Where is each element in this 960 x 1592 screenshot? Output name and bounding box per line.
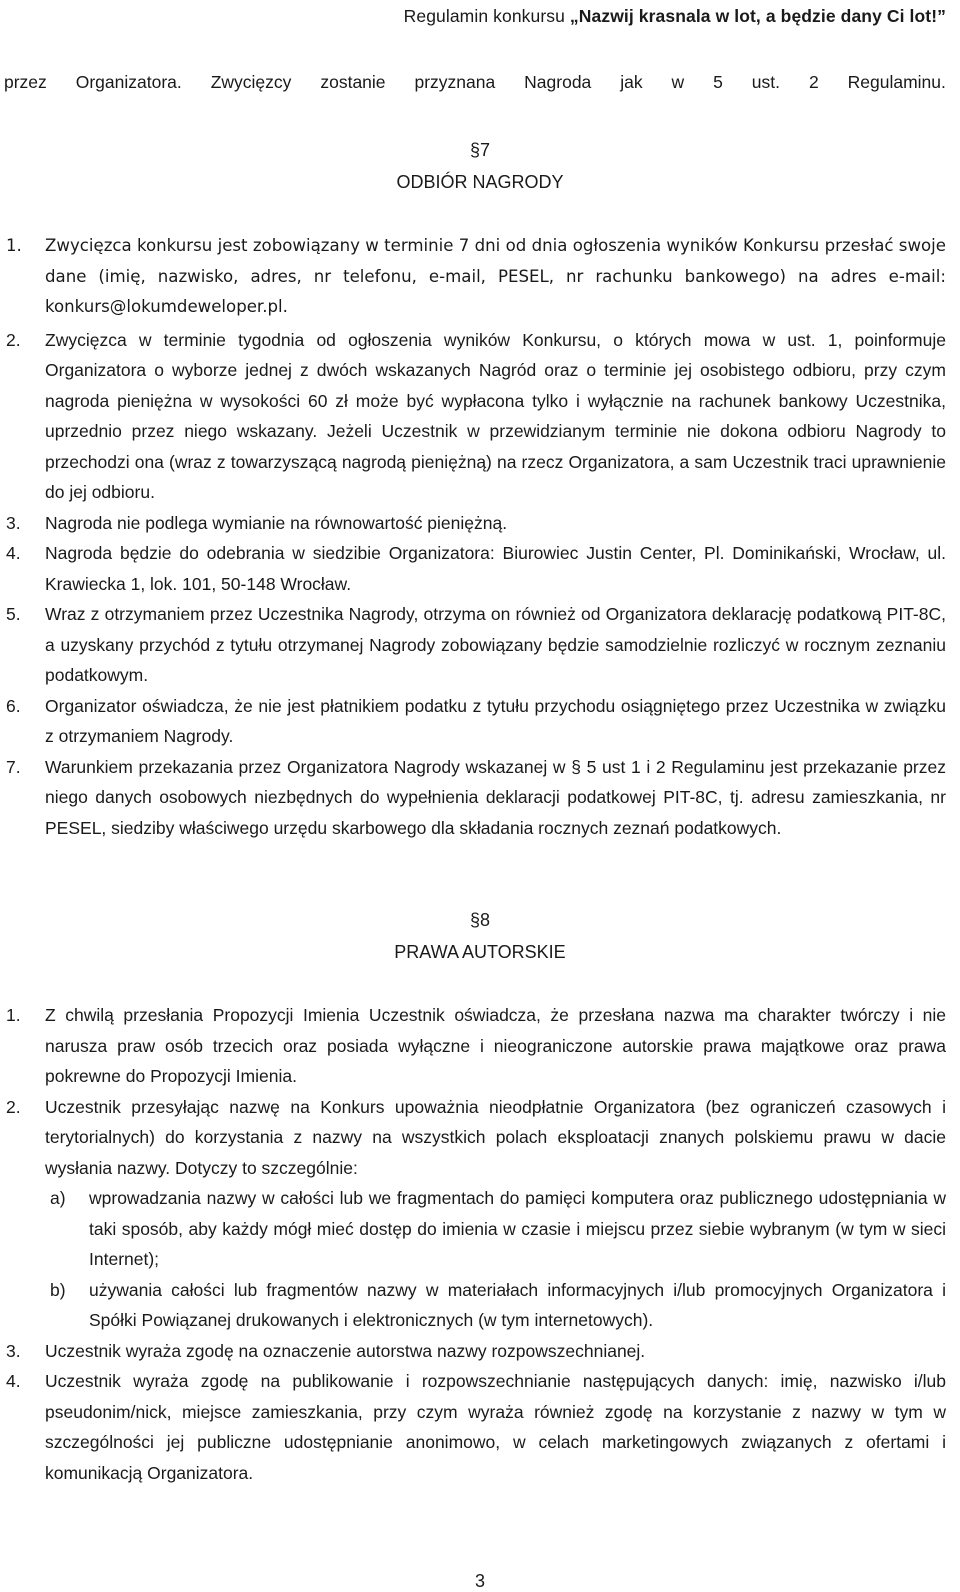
word: Nagroda — [524, 72, 592, 92]
item-number: 4. — [6, 1371, 21, 1391]
item-text: Zwycięzca konkursu jest zobowiązany w terminie 7 dni od dnia ogłoszenia wyników Konkursu przesłać swoje dane (imię, nazwisko, adres, nr telefonu, e-mail, PESEL, nr rachunku bankowego) na adres e-mail: konkurs@lokumdeweloper.pl. — [45, 236, 946, 316]
section-7-list — [0, 231, 960, 843]
item-text: Zwycięzca w terminie tygodnia od ogłoszenia wyników Konkursu, o których mowa w ust. 1, poinformuje Organizatora o wyborze jednej z dwóch wskazanych Nagród oraz o terminie jej osobistego odbioru, przy czym nagroda pieniężna w wysokości 60 zł może być wypłacona tylko i wyłącznie na rachunek bankowy Uczestnika, uprzednio przez niego wskazany. Jeżeli Uczestnik w przewidzianym terminie nie dokona odbioru Nagrody to przechodzi ona (wraz z towarzyszącą nagrodą pieniężną) na rzecz Organizatora, a sam Uczestnik traci uprawnienie do jej odbioru. — [45, 329, 946, 502]
list-item — [0, 1336, 960, 1367]
sub-list-item — [0, 1275, 960, 1336]
word: Zwycięzcy — [210, 72, 292, 92]
item-text: Warunkiem przekazania przez Organizatora Nagrody wskazanej w § 5 ust 1 i 2 Regulaminu jest przekazanie przez niego danych osobowych niezbędnych do wypełnienia deklaracji podatkowej PIT-8C, tj. adresu zamieszkania, nr PESEL, siedziby właściwego urzędu skarbowego dla składania rocznych zeznań podatkowych. — [45, 756, 946, 838]
item-number: 5. — [6, 604, 21, 624]
section-8-list — [0, 1000, 960, 1488]
list-item — [0, 538, 960, 599]
word: Regulaminu. — [847, 72, 946, 92]
sub-item-text: wprowadzania nazwy w całości lub we fragmentach do pamięci komputera oraz publicznego udostępniania w taki sposób, aby każdy mógł mieć dostęp do imienia w czasie i miejscu przez siebie wybranym (w tym w sieci Internet); — [89, 1188, 946, 1269]
list-item — [0, 1092, 960, 1184]
word: zostanie — [320, 72, 386, 92]
word: 2 — [808, 72, 819, 92]
continuation-line — [4, 72, 946, 93]
item-number: 2. — [6, 1096, 21, 1117]
word: jak — [620, 72, 643, 92]
item-text: Uczestnik przesyłając nazwę na Konkurs upoważnia nieodpłatnie Organizatora (bez ograniczeń czasowych i terytorialnych) do korzystania z nazwy na wszystkich polach eksploatacji znanych polskiemu prawu w dacie wysłania nazwy. Dotyczy to szczególnie: — [45, 1096, 946, 1178]
item-number: 1. — [6, 1005, 21, 1025]
header-title: „Nazwij krasnala w lot, a będzie dany Ci lot!” — [569, 6, 946, 26]
list-item — [0, 325, 960, 508]
word: 5 — [713, 72, 723, 92]
section-8-title: PRAWA AUTORSKIE — [394, 942, 566, 962]
list-item — [0, 1366, 960, 1488]
word: w — [671, 72, 685, 92]
list-item — [0, 752, 960, 844]
item-number: 4. — [6, 543, 21, 563]
item-number: 2. — [6, 329, 21, 350]
item-text: Organizator oświadcza, że nie jest płatnikiem podatku z tytułu przychodu osiągniętego przez Uczestnika w związku z otrzymaniem Nagrody. — [45, 695, 946, 746]
item-text: Uczestnik wyraża zgodę na oznaczenie autorstwa nazwy rozpowszechnianej. — [45, 1340, 646, 1361]
word: ust. — [751, 72, 781, 92]
section-8-symbol: §8 — [469, 910, 491, 930]
item-number: 1. — [6, 236, 22, 255]
item-number: 3. — [6, 1340, 21, 1361]
header-prefix: Regulamin konkursu — [403, 6, 570, 26]
item-number: 7. — [6, 756, 21, 777]
item-text: Nagroda będzie do odebrania w siedzibie Organizatora: Biurowiec Justin Center, Pl. Dominikański, Wrocław, ul. Krawiecka 1, lok. 101, 50-148 Wrocław. — [45, 543, 946, 594]
sub-list-item — [0, 1183, 960, 1275]
running-header — [404, 6, 946, 27]
sub-item-letter: b) — [50, 1279, 66, 1300]
list-item — [0, 1000, 960, 1092]
section-7-title: ODBIÓR NAGRODY — [396, 172, 564, 192]
item-text: Uczestnik wyraża zgodę na publikowanie i rozpowszechnianie następujących danych: imię, nazwisko i/lub pseudonim/nick, miejsce zamieszkania, przy czym wyraża również zgodę na korzystanie z nazwy w tym w szczególności jej publiczne udostępnianie anonimowo, w celach marketingowych związanych z ofertami i komunikacją Organizatora. — [45, 1371, 946, 1483]
list-item — [0, 599, 960, 691]
item-text: Wraz z otrzymaniem przez Uczestnika Nagrody, otrzyma on również od Organizatora deklarację podatkową PIT-8C, a uzyskany przychód z tytułu otrzymanej Nagrody zobowiązany będzie samodzielnie rozliczyć w rocznym zeznaniu podatkowym. — [45, 604, 946, 685]
item-number: 3. — [6, 512, 21, 533]
sub-item-letter: a) — [50, 1188, 66, 1208]
word: przyznana — [414, 72, 496, 92]
sub-item-text: używania całości lub fragmentów nazwy w materiałach informacyjnych i/lub promocyjnych Organizatora i Spółki Powiązanej drukowanych i elektronicznych (w tym internetowych). — [89, 1279, 946, 1330]
section-7-symbol: §7 — [469, 140, 491, 160]
list-item — [0, 231, 960, 323]
item-text: Nagroda nie podlega wymianie na równowartość pieniężną. — [45, 512, 508, 533]
list-item — [0, 508, 960, 539]
item-text: Z chwilą przesłania Propozycji Imienia Uczestnik oświadcza, że przesłana nazwa ma charakter twórczy i nie narusza praw osób trzecich oraz posiada wyłączne i nieograniczone autorskie prawa majątkowe oraz prawa pokrewne do Propozycji Imienia. — [45, 1005, 946, 1086]
item-number: 6. — [6, 695, 21, 716]
word: Organizatora. — [75, 72, 182, 92]
word: przez — [4, 72, 47, 92]
page-number: 3 — [474, 1571, 485, 1591]
list-item — [0, 691, 960, 752]
